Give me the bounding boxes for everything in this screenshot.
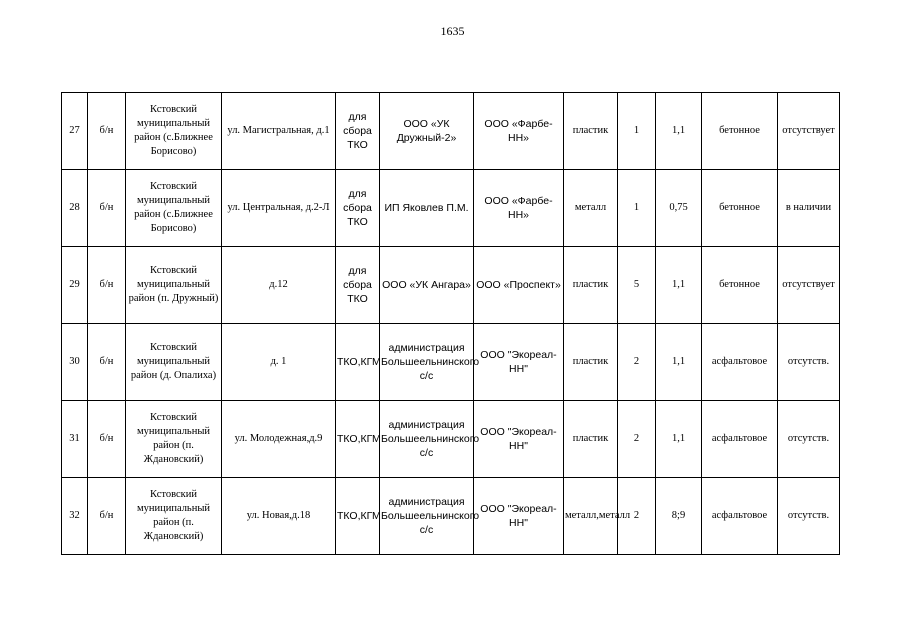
cell-code: б/н (88, 247, 126, 324)
cell-surface: асфальтовое (702, 324, 778, 401)
cell-purpose: для сбора ТКО (336, 93, 380, 170)
table-row (62, 247, 840, 324)
cell-district: Кстовский муниципальный район (с.Ближнее Борисово) (126, 93, 222, 170)
cell-container-volume: 1,1 (656, 93, 702, 170)
cell-code: б/н (88, 324, 126, 401)
cell-container-volume: 1,1 (656, 247, 702, 324)
cell-purpose: ТКО,КГМ (336, 324, 380, 401)
cell-container-volume: 1,1 (656, 401, 702, 478)
cell-address: д. 1 (222, 324, 336, 401)
cell-operator: ООО "Экореал-НН" (474, 324, 564, 401)
cell-container-volume: 0,75 (656, 170, 702, 247)
cell-row-number: 27 (62, 93, 88, 170)
cell-fence: отсутств. (778, 324, 840, 401)
cell-owner: ООО «УК Ангара» (380, 247, 474, 324)
cell-owner: ИП Яковлев П.М. (380, 170, 474, 247)
cell-row-number: 29 (62, 247, 88, 324)
cell-container-volume: 1,1 (656, 324, 702, 401)
cell-address: ул. Магистральная, д.1 (222, 93, 336, 170)
cell-fence: отсутствует (778, 247, 840, 324)
cell-fence: отсутств. (778, 401, 840, 478)
cell-code: б/н (88, 401, 126, 478)
cell-material: пластик (564, 93, 618, 170)
cell-operator: ООО "Экореал-НН" (474, 401, 564, 478)
cell-row-number: 31 (62, 401, 88, 478)
cell-container-count: 5 (618, 247, 656, 324)
table-row (62, 401, 840, 478)
cell-operator: ООО "Экореал-НН" (474, 478, 564, 555)
cell-surface: асфальтовое (702, 478, 778, 555)
table-row (62, 170, 840, 247)
cell-container-count: 1 (618, 93, 656, 170)
cell-surface: бетонное (702, 93, 778, 170)
table-row (62, 324, 840, 401)
cell-code: б/н (88, 93, 126, 170)
cell-owner: администрация Большеельнинского с/с (380, 401, 474, 478)
cell-surface: бетонное (702, 170, 778, 247)
cell-address: ул. Новая,д.18 (222, 478, 336, 555)
registry-table (61, 92, 840, 555)
cell-district: Кстовский муниципальный район (п. Дружный) (126, 247, 222, 324)
cell-row-number: 28 (62, 170, 88, 247)
cell-container-count: 2 (618, 478, 656, 555)
cell-row-number: 30 (62, 324, 88, 401)
cell-purpose: для сбора ТКО (336, 247, 380, 324)
table-row (62, 478, 840, 555)
cell-container-volume: 8;9 (656, 478, 702, 555)
cell-address: д.12 (222, 247, 336, 324)
cell-fence: отсутствует (778, 93, 840, 170)
cell-material: пластик (564, 401, 618, 478)
cell-material: металл,металл (564, 478, 618, 555)
cell-owner: администрация Большеельнинского с/с (380, 478, 474, 555)
cell-material: пластик (564, 324, 618, 401)
cell-owner: ООО «УК Дружный-2» (380, 93, 474, 170)
cell-purpose: ТКО,КГМ (336, 478, 380, 555)
cell-surface: асфальтовое (702, 401, 778, 478)
cell-container-count: 2 (618, 401, 656, 478)
cell-district: Кстовский муниципальный район (д. Опалиха) (126, 324, 222, 401)
cell-code: б/н (88, 478, 126, 555)
cell-operator: ООО «Проспект» (474, 247, 564, 324)
cell-material: пластик (564, 247, 618, 324)
cell-purpose: для сбора ТКО (336, 170, 380, 247)
cell-address: ул. Молодежная,д.9 (222, 401, 336, 478)
cell-fence: в наличии (778, 170, 840, 247)
cell-operator: ООО «Фарбе-НН» (474, 93, 564, 170)
cell-container-count: 1 (618, 170, 656, 247)
cell-container-count: 2 (618, 324, 656, 401)
cell-material: металл (564, 170, 618, 247)
cell-purpose: ТКО,КГМ (336, 401, 380, 478)
cell-row-number: 32 (62, 478, 88, 555)
cell-address: ул. Центральная, д.2-Л (222, 170, 336, 247)
cell-district: Кстовский муниципальный район (с.Ближнее Борисово) (126, 170, 222, 247)
cell-district: Кстовский муниципальный район (п. Ждановский) (126, 401, 222, 478)
cell-district: Кстовский муниципальный район (п. Ждановский) (126, 478, 222, 555)
page-number: 1635 (440, 24, 465, 38)
cell-owner: администрация Большеельнинского с/с (380, 324, 474, 401)
cell-operator: ООО «Фарбе-НН» (474, 170, 564, 247)
cell-code: б/н (88, 170, 126, 247)
cell-fence: отсутств. (778, 478, 840, 555)
table-row (62, 93, 840, 170)
cell-surface: бетонное (702, 247, 778, 324)
